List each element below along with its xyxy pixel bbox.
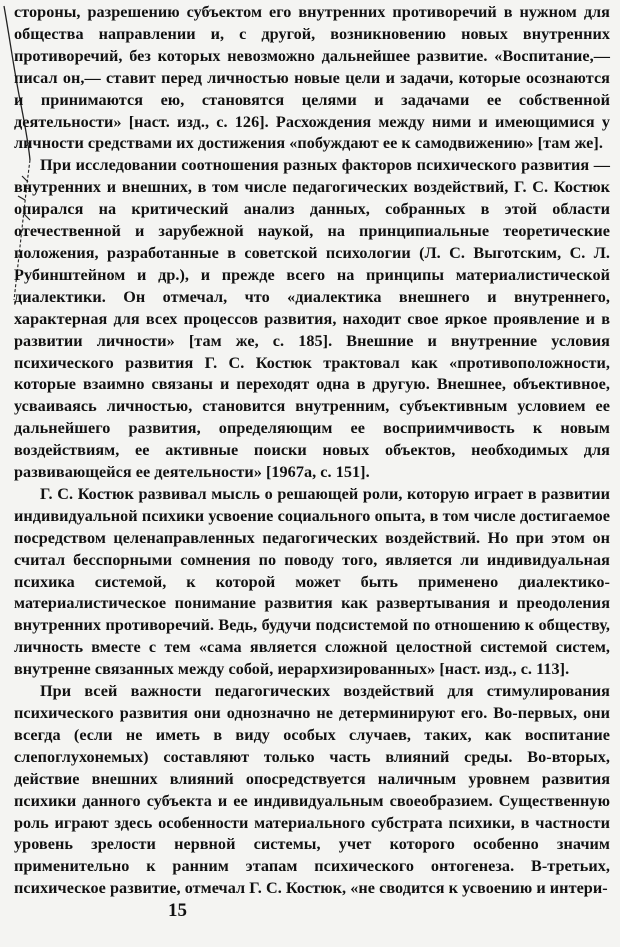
- paragraph-4: При всей важности педагогических воздействий для стимулирования психического развития они однозначно не детерминируют его. Во-первых, они всегда (если не иметь в виду особых случаев, таких, как воспитание слепоглухонемых) составляют только часть влияний среды. Во-вторых, действие внешних влияний опосредствуется наличным уровнем развития психики данного субъекта и ее индивидуальным своеобразием. Существенную роль играют здесь особенности материального субстрата психики, в частности уровень зрелости нервной системы, учет которого особенно значим применительно к ранним этапам психического онтогенеза. В-третьих, психическое развитие, отмечал Г. С. Костюк, «не сводится к усвоению и интери-: [14, 682, 610, 898]
- paragraph-3: Г. С. Костюк развивал мысль о решающей роли, которую играет в развитии индивидуальной психики усвоение социального опыта, в том числе достигаемое посредством целенаправленных педагогических воздействий. Но при этом он считал бесспорными сомнения по поводу того, является ли индивидуальная психика системой, к которой может быть применено диалектико-материалистическое понимание развития как развертывания и преодоления внутренних противоречий. Ведь, будучи подсистемой по отношению к обществу, личность вместе с тем «сама является сложной целостной системой систем, внутренне связанных между собой, иерархизированных» [наст. изд., с. 113].: [14, 484, 610, 679]
- paragraph-1: стороны, разрешению субъектом его внутренних противоречий в нужном для общества направлении и, с другой, возникновению новых внутренних противоречий, без которых невозможно дальнейшее развитие. «Воспитание,— писал он,— ставит перед личностью новые цели и задачи, которые осознаются и принимаются ею, становятся целями и задачами ее собственной деятельности» [наст. изд., с. 126]. Расхождения между ними и имеющимися у личности средствами их достижения «побуждают ее к самодвижению» [там же].: [14, 3, 610, 153]
- page-number: 15: [168, 900, 187, 921]
- body-text: [14, 2, 610, 900]
- paragraph-2: При исследовании соотношения разных факторов психического развития — внутренних и внешних, в том числе педагогических воздействий, Г. С. Костюк опирался на критический анализ данных, собранных в этой области отечественной и зарубежной наукой, на принципиальные теоретические положения, разработанные в советской психологии (Л. С. Выготским, С. Л. Рубинштейном и др.), и прежде всего на принципы материалистической диалектики. Он отмечал, что «диалектика внешнего и внутреннего, характерная для всех процессов развития, находит свое яркое проявление и в развитии личности» [там же, с. 185]. Внешние и внутренние условия психического развития Г. С. Костюк трактовал как «противоположности, которые взаимно связаны и переходят одна в другую. Внешнее, объективное, усваиваясь личностью, становится внутренним, субъективным условием ее дальнейшего развития, определяющим ее восприимчивость к новым воздействиям, ее активные поиски новых объектов, необходимых для развивающейся ее деятельности» [1967а, с. 151].: [14, 156, 610, 482]
